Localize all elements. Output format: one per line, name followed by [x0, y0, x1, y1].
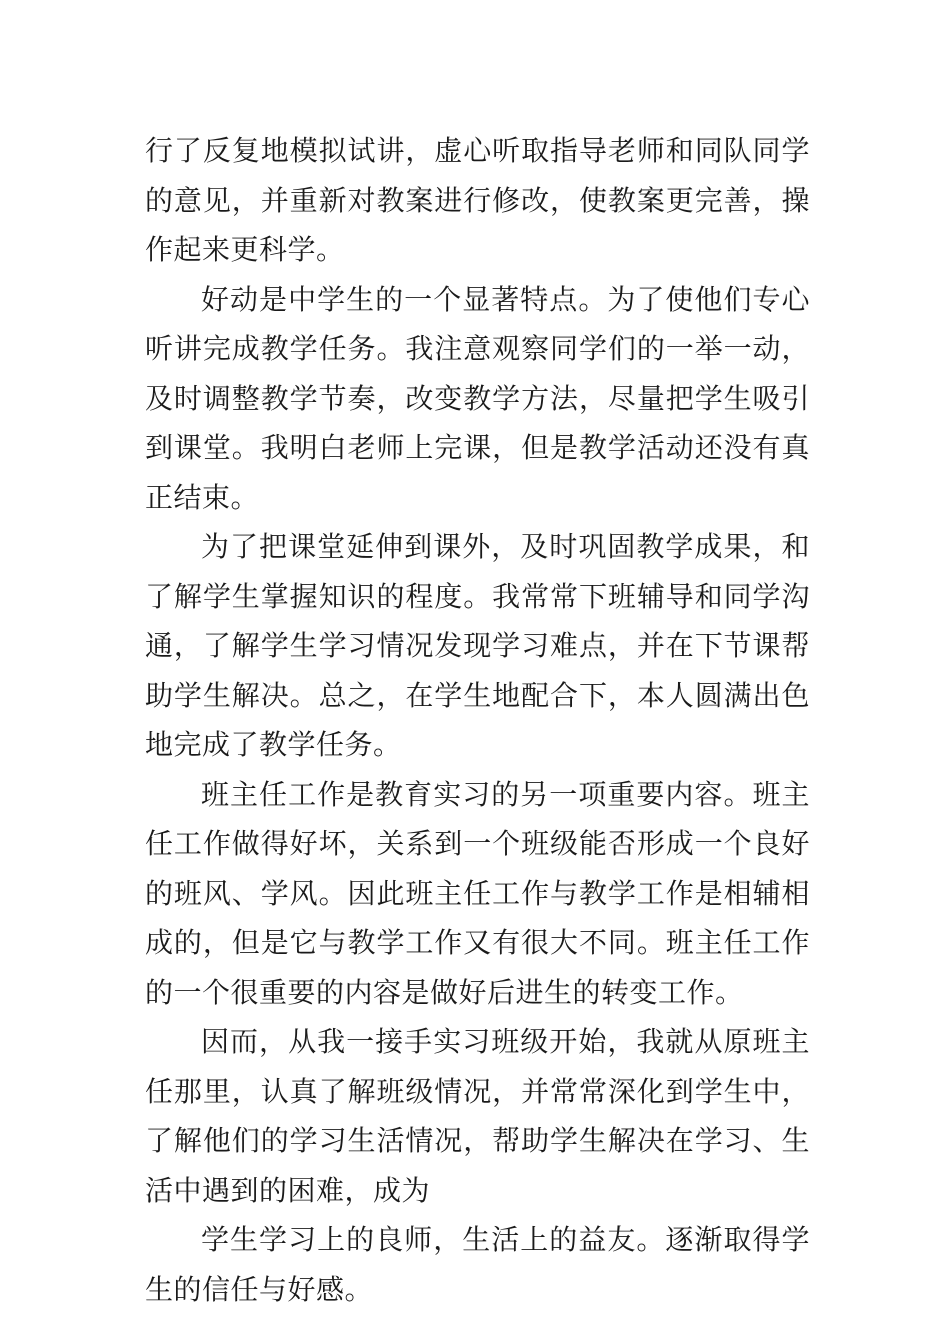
paragraph: 好动是中学生的一个显著特点。为了使他们专心听讲完成教学任务。我注意观察同学们的一举一动，及时调整教学节奏，改变教学方法，尽量把学生吸引到课堂。我明白老师上完课，但是教学活动还没有真正结束。 — [145, 282, 810, 514]
paragraph: 为了把课堂延伸到课外，及时巩固教学成果，和了解学生掌握知识的程度。我常常下班辅导和同学沟通，了解学生学习情况发现学习难点，并在下节课帮助学生解决。总之，在学生地配合下，本人圆满出色地完成了教学任务。 — [145, 530, 810, 761]
paragraph: 班主任工作是教育实习的另一项重要内容。班主任工作做得好坏，关系到一个班级能否形成一个良好的班风、学风。因此班主任工作与教学工作是相辅相成的，但是它与教学工作又有很大不同。班主任工作的一个很重要的内容是做好后进生的转变工作。 — [145, 777, 810, 1009]
paragraph: 因而，从我一接手实习班级开始，我就从原班主任那里，认真了解班级情况，并常常深化到学生中，了解他们的学习生活情况，帮助学生解决在学习、生活中遇到的困难，成为 — [145, 1025, 810, 1207]
paragraph-continuation: 行了反复地模拟试讲，虚心听取指导老师和同队同学的意见，并重新对教案进行修改，使教案更完善，操作起来更科学。 — [145, 134, 810, 266]
paragraph: 学生学习上的良师，生活上的益友。逐渐取得学生的信任与好感。 — [145, 1223, 810, 1306]
document-body — [145, 126, 810, 1314]
